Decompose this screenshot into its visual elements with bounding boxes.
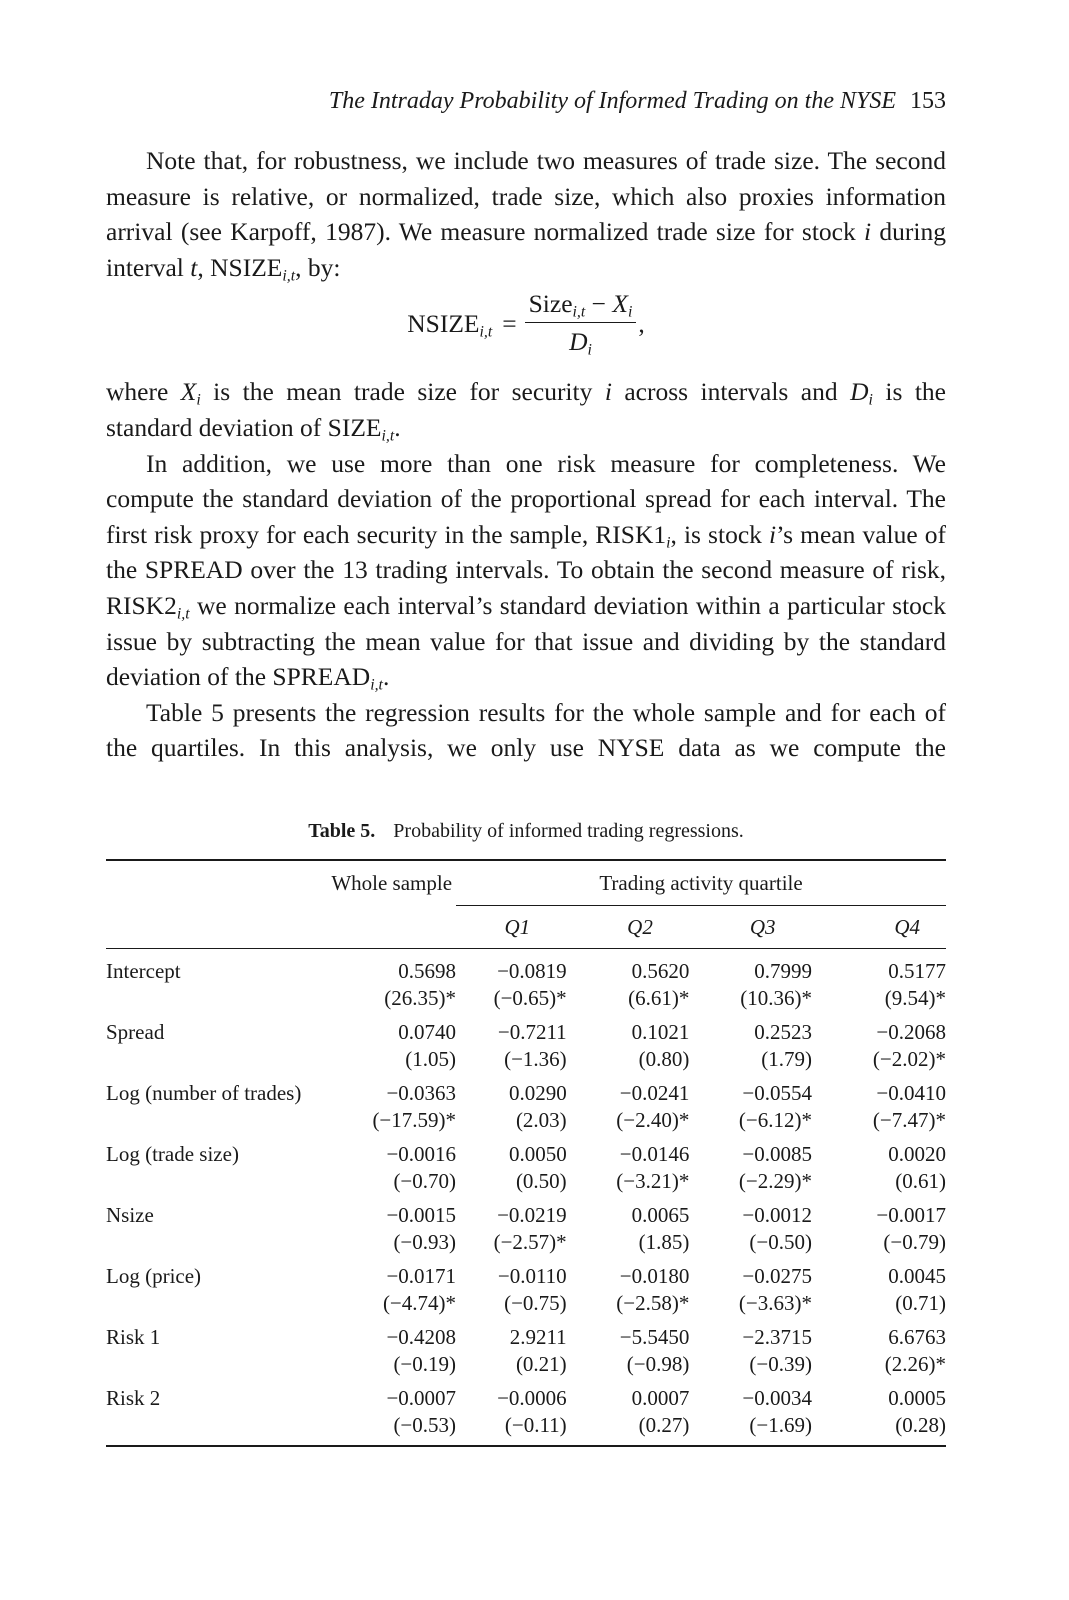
header-q4: Q4 [824, 906, 946, 949]
table-cell [329, 949, 456, 1016]
row-label: Nsize [106, 1203, 154, 1227]
header-trading-activity-quartile: Trading activity quartile [456, 860, 946, 906]
row-label: Risk 1 [106, 1325, 161, 1349]
table-row [106, 1320, 946, 1381]
table-cell [701, 1381, 824, 1446]
t-statistic-value: (0.50) [515, 1169, 567, 1193]
coefficient-value: 6.6763 [888, 1325, 946, 1349]
coefficient-value: −2.3715 [742, 1325, 812, 1349]
coefficient-value: −0.0819 [497, 959, 567, 983]
row-label: Spread [106, 1020, 165, 1044]
table-cell [456, 1320, 579, 1381]
t-statistic-value: (−0.70) [393, 1169, 457, 1193]
table-cell [824, 1076, 946, 1137]
table-cell [824, 1259, 946, 1320]
table-cell [579, 1076, 702, 1137]
t-statistic-value: (−3.21)* [616, 1169, 690, 1193]
coefficient-value: 0.0050 [508, 1142, 567, 1166]
table-cell [579, 1381, 702, 1446]
coefficient-value: 0.0065 [631, 1203, 690, 1227]
table-cell [579, 949, 702, 1016]
t-statistic-value: (10.36)* [740, 986, 812, 1010]
table-body [106, 949, 946, 1447]
t-statistic-value: (−1.36) [504, 1047, 567, 1071]
coefficient-value: 0.2523 [754, 1020, 812, 1044]
coefficient-value: 0.5177 [888, 959, 946, 983]
table-cell [456, 1015, 579, 1076]
coefficient-value: −0.7211 [497, 1020, 567, 1044]
fraction-numerator: Size$_{i,t}$ − $X_i$ [525, 290, 637, 323]
table-cell [579, 1320, 702, 1381]
coefficient-value: −0.2068 [876, 1020, 946, 1044]
t-statistic-value: (−1.69) [749, 1413, 812, 1437]
coefficient-value: −0.0410 [876, 1081, 946, 1105]
coefficient-value: 0.0020 [888, 1142, 946, 1166]
page-number: 153 [910, 88, 946, 114]
table-cell [701, 949, 824, 1016]
equation-fraction [525, 289, 637, 360]
table-cell [701, 1198, 824, 1259]
t-statistic-value: (1.85) [638, 1230, 690, 1254]
t-statistic-value: (26.35)* [384, 986, 457, 1010]
t-statistic-value: (−17.59)* [372, 1108, 457, 1132]
coefficient-value: −5.5450 [619, 1325, 690, 1349]
paragraph-4: Table 5 presents the regression results for the whole sample and for each of the quartiles. In this analysis, we only use NYSE data as we compute the [106, 697, 946, 763]
t-statistic-value: (−7.47)* [872, 1108, 946, 1132]
coefficient-value: 0.1021 [631, 1020, 690, 1044]
table-caption-text: Probability of informed trading regressions. [393, 820, 744, 842]
header-q3: Q3 [701, 906, 824, 949]
t-statistic-value: (−0.98) [626, 1352, 690, 1376]
body-text [106, 143, 946, 766]
table-row [106, 1076, 946, 1137]
coefficient-value: 0.0740 [398, 1020, 457, 1044]
t-statistic-value: (−0.75) [504, 1291, 567, 1315]
table-cell [824, 1198, 946, 1259]
table-cell [456, 1137, 579, 1198]
coefficient-value: 0.0005 [888, 1386, 946, 1410]
t-statistic-value: (−4.74)* [382, 1291, 457, 1315]
table-row [106, 1259, 946, 1320]
coefficient-value: −0.0219 [497, 1203, 567, 1227]
table-cell [701, 1320, 824, 1381]
table-cell [456, 1198, 579, 1259]
equation-equals: = [502, 308, 517, 338]
t-statistic-value: (9.54)* [884, 986, 946, 1010]
t-statistic-value: (−0.65)* [493, 986, 567, 1010]
t-statistic-value: (0.21) [515, 1352, 567, 1376]
t-statistic-value: (−2.57)* [493, 1230, 567, 1254]
row-label: Risk 2 [106, 1381, 329, 1446]
coefficient-value: −0.0016 [386, 1142, 457, 1166]
table-cell [329, 1076, 456, 1137]
table-cell [456, 949, 579, 1016]
header-whole-sample: Whole sample [329, 860, 456, 906]
t-statistic-value: (−6.12)* [738, 1108, 812, 1132]
table-cell [824, 1320, 946, 1381]
t-statistic-value: (−0.11) [504, 1413, 567, 1437]
table-cell [701, 1137, 824, 1198]
t-statistic-value: (−0.19) [393, 1352, 457, 1376]
row-label: Intercept [106, 959, 181, 983]
equation-lhs: $NSIZE_{i,t}$ [407, 308, 493, 341]
t-statistic-value: (−2.58)* [616, 1291, 690, 1315]
running-head-title: The Intraday Probability of Informed Trading on the NYSE [328, 88, 896, 114]
coefficient-value: −0.0180 [619, 1264, 690, 1288]
fraction-denominator: $D_i$ [569, 327, 592, 360]
nsize-equation: $NSIZE_{i,t}$ = $\frac{Size_{i,t} - X_i}{D_i}$ , [407, 289, 645, 360]
header-q2: Q2 [579, 906, 702, 949]
t-statistic-value: (2.26)* [884, 1352, 946, 1376]
coefficient-value: 0.0045 [888, 1264, 946, 1288]
table-cell [456, 1381, 579, 1446]
t-statistic-value: (−0.39) [749, 1352, 812, 1376]
coefficient-value: −0.0241 [619, 1081, 690, 1105]
coefficient-value: −0.0034 [742, 1386, 812, 1410]
coefficient-value: −0.0085 [742, 1142, 812, 1166]
coefficient-value: −0.0006 [497, 1386, 567, 1410]
table-row [106, 1198, 946, 1259]
coefficient-value: −0.0015 [386, 1203, 457, 1227]
t-statistic-value: (−0.53) [393, 1413, 457, 1437]
t-statistic-value: (1.79) [761, 1047, 812, 1071]
t-statistic-value: (0.28) [895, 1413, 946, 1437]
table-cell [824, 1381, 946, 1446]
coefficient-value: 0.5620 [631, 959, 690, 983]
t-statistic-value: (0.80) [638, 1047, 690, 1071]
coefficient-value: 0.0290 [508, 1081, 567, 1105]
coefficient-value: −0.0171 [386, 1264, 457, 1288]
row-label: Log (trade size) [106, 1142, 239, 1166]
coefficient-value: −0.0363 [386, 1081, 457, 1105]
t-statistic-value: (−2.29)* [738, 1169, 812, 1193]
coefficient-value: 0.0007 [631, 1386, 690, 1410]
table-cell [701, 1015, 824, 1076]
row-label: Log (number of trades) [106, 1081, 302, 1105]
row-label: Log (price) [106, 1264, 202, 1288]
coefficient-value: 0.7999 [754, 959, 812, 983]
table-row [106, 1381, 946, 1446]
table-cell [579, 1259, 702, 1320]
coefficient-value: −0.0110 [497, 1264, 567, 1288]
header-q1: Q1 [456, 906, 579, 949]
table-cell [824, 1137, 946, 1198]
table-cell [329, 1015, 456, 1076]
coefficient-value: −0.4208 [386, 1325, 457, 1349]
table-cell [824, 949, 946, 1016]
table-cell [824, 1015, 946, 1076]
table-cell [701, 1076, 824, 1137]
coefficient-value: −0.0554 [742, 1081, 812, 1105]
coefficient-value: −0.0007 [386, 1386, 457, 1410]
coefficient-value: −0.0146 [619, 1142, 690, 1166]
regression-table [106, 859, 946, 1447]
t-statistic-value: (−0.50) [749, 1230, 812, 1254]
table-cell [329, 1198, 456, 1259]
t-statistic-value: (2.03) [515, 1108, 567, 1132]
table-cell [701, 1259, 824, 1320]
table-cell [456, 1076, 579, 1137]
table-cell [329, 1381, 456, 1446]
table-cell [579, 1198, 702, 1259]
t-statistic-value: (−0.79) [883, 1230, 946, 1254]
running-head [329, 88, 946, 115]
coefficient-value: 0.5698 [398, 959, 457, 983]
table-row [106, 949, 946, 1016]
coefficient-value: −0.0275 [742, 1264, 812, 1288]
table-row [106, 1137, 946, 1198]
table-row [106, 1015, 946, 1076]
t-statistic-value: (0.71) [895, 1291, 946, 1315]
t-statistic-value: (0.27) [638, 1413, 690, 1437]
table-cell [329, 1259, 456, 1320]
table-cell [456, 1259, 579, 1320]
coefficient-value: −0.0017 [876, 1203, 946, 1227]
table-cell [329, 1137, 456, 1198]
table-caption [106, 820, 946, 843]
paragraph-3: In addition, we use more than one risk measure for completeness. We compute the standard deviation of the proportional spread for each interval. The first risk proxy for each security in the sample, $RISK1_i$, is stock i’s mean value of the SPREAD over the 13 trading intervals. To obtain the second measure of risk, $RISK2_{i,t}$ we normalize each interval’s standard deviation within a particular stock issue by subtracting the mean value for that issue and dividing by the standard deviation of the $SPREAD_{i,t}$. [106, 448, 946, 694]
t-statistic-value: (1.05) [405, 1047, 457, 1071]
t-statistic-value: (−0.93) [393, 1230, 457, 1254]
coefficient-value: 2.9211 [509, 1325, 567, 1349]
t-statistic-value: (0.61) [895, 1169, 946, 1193]
paragraph-1: Note that, for robustness, we include two measures of trade size. The second measure is relative, or normalized, trade size, which also proxies information arrival (see Karpoff, 1987). We measure normalized trade size for stock i during interval t, $NSIZE_{i,t}$, by: [106, 146, 946, 285]
coefficient-value: −0.0012 [742, 1203, 812, 1227]
table-cell [579, 1137, 702, 1198]
table-cell [329, 1320, 456, 1381]
table-caption-label: Table 5. [308, 820, 376, 842]
t-statistic-value: (6.61)* [628, 986, 690, 1010]
t-statistic-value: (−2.40)* [616, 1108, 690, 1132]
t-statistic-value: (−3.63)* [738, 1291, 812, 1315]
table-cell [579, 1015, 702, 1076]
t-statistic-value: (−2.02)* [872, 1047, 946, 1071]
paragraph-2: where $X_i$ is the mean trade size for security i across intervals and $D_i$ is the standard deviation of $SIZE_{i,t}$. [106, 377, 946, 445]
